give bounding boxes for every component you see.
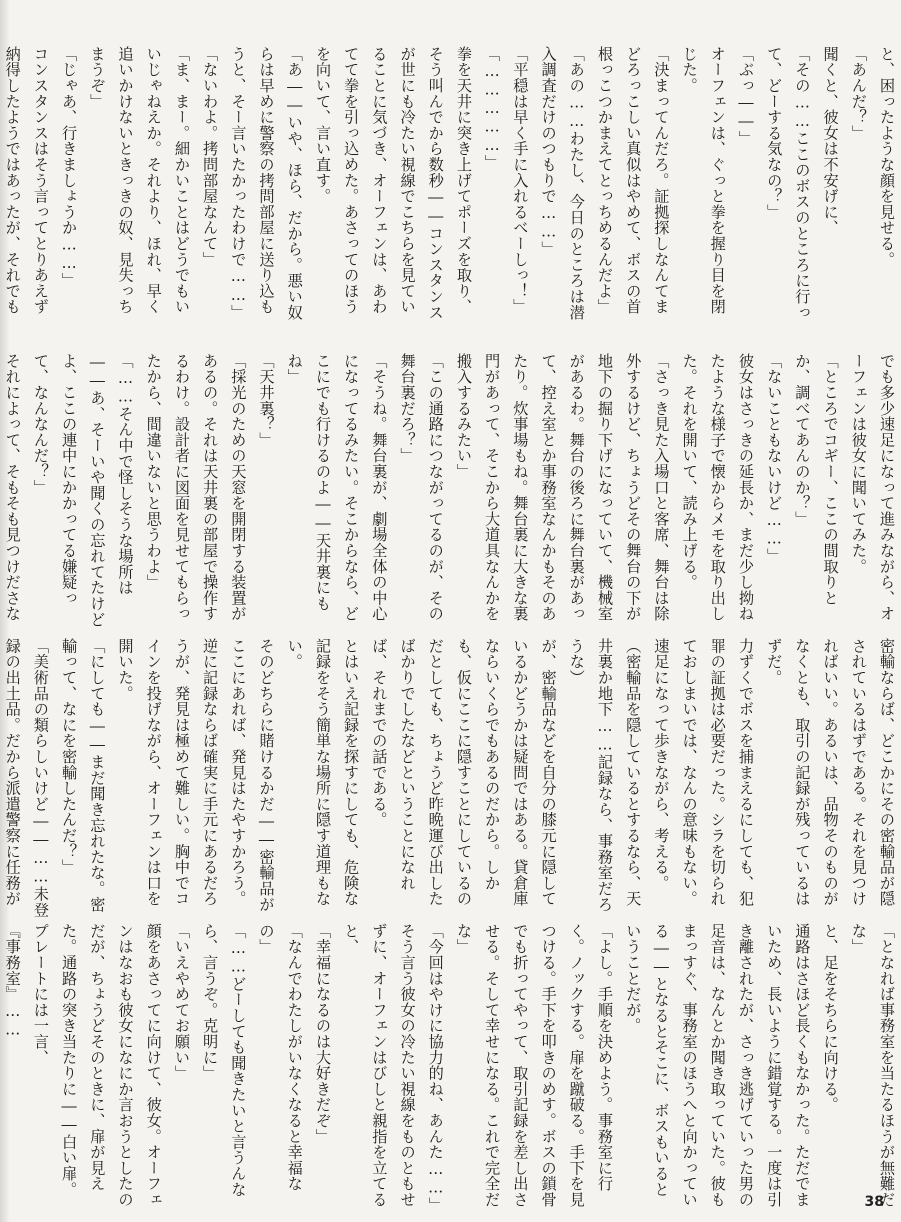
paragraph: 「にしても――まだ聞き忘れたな。密輸って、なにを密輸したんだ？」 — [60, 638, 107, 913]
paragraph: 「幸福になるのは大好きだぞ」 — [313, 923, 332, 1145]
paragraph: 「あ――いや、ほら、だから。悪い奴らは早めに警察の拷問部屋に送り込もうと、そー言いたかったわけで……」 — [229, 46, 304, 321]
paragraph: （密輸品を隠しているとするなら、天井裏か地下……記録なら、事務室だろうな） — [567, 638, 643, 913]
paragraph: そのどちらに賭けるかだ――密輸品がここにあれば、発見はたやすかろう。逆に記録ならば確実に手元にあるだろうが、発見は極めて難しい。胸中でコインを投げながら、オーフェンは口を開いた。 — [116, 638, 276, 913]
paragraph: 「この通路につながってるのが、その舞台裏だろ？」 — [398, 353, 445, 622]
paragraph: 「ま、まー。細かいことはどうでもいいじゃねえか。それより、ほれ、早く追いかけないときっきの奴、見失っちまうぞ」 — [88, 46, 191, 315]
paragraph: 通路はさほど長くもなかった。ただでまいため、長いように錯覚する。一度は引き離されたが、さっき逃げていった男の足音は、なんとか聞き取っていた。彼もまっすぐ、事務室のほうへと向かっている――となるとそこに、ボスもいるということだが。 — [624, 923, 812, 1208]
text-band-2 — [3, 353, 901, 631]
paragraph: 「そうね。舞台裏が、劇場全体の中心になってるみたい。そこからなら、どこにでも行けるのよ――天井裏にもね」 — [285, 353, 389, 622]
paragraph: 「平穏は早く手に入れるべーしっ！」 — [511, 46, 530, 315]
paragraph: 「じゃあ、行きましょうか……」 — [60, 46, 79, 289]
paragraph: 「なんでわたしがいなくなると幸福なの」 — [257, 923, 304, 1192]
paragraph: 力ずくでボスを捕まえるにしても、犯罪の証拠は必要だった。シラを切られておしまいでは、なんの意味もない。 — [680, 638, 755, 907]
paragraph: 「ないこともないけど……」 — [765, 353, 784, 564]
paragraph: 「ところでコギー、ここの間取りとか、調べてあんのか？」 — [793, 353, 840, 606]
paragraph: 「……………」 — [483, 46, 502, 171]
paragraph: 「……どーしても聞きたいと言うんなら、言うぞ。克明に」 — [201, 923, 248, 1198]
paragraph: 「よし。手順を決めよう。事務室に行く。ノックする。扉を蹴破る。手下を見つける。手下を叩きのめす。ボスの鎖骨でも折ってやって、取引記録を差し出させる。そして幸せになる。これで完全だな」 — [454, 923, 614, 1208]
paragraph: でも多少速足になって進みながら、オーフェンは彼女に聞いてみた。 — [849, 353, 896, 622]
paragraph: オーフェンは、ぐっと拳を握り目を閉じた。 — [680, 46, 727, 315]
paragraph: と、足をそちらに向ける。 — [821, 923, 840, 1113]
paragraph: 聞くと、彼女は不安げに、 — [821, 46, 840, 236]
paragraph: 「決まってんだろ。証拠探しなんてまどろっこしい真似はやめて、ボスの首根っこつかまえてとっちめるんだよ」 — [595, 46, 671, 315]
paragraph: 「採光のための天窓を開閉する装置があるの。それは天井裏の部屋で操作するわけ。設計者に図面を見せてもらったから、間違いないと思うわよ」 — [144, 353, 248, 622]
paragraph: そう言う彼女の冷たい視線をものともせずに、オーフェンはびしと親指を立てると、 — [342, 923, 417, 1208]
text-band-3 — [3, 638, 901, 922]
paragraph: 速足になって歩きながら、考える。 — [652, 638, 671, 891]
paragraph: 顔をあさってに向けて、彼女。オーフェンはなおも彼女になにか言おうとしたのだが、ちょうどそのときに、扉が見えた。通路の突き当たりに――白い扉。プレートには一言、 — [31, 923, 163, 1208]
page-number: 38 — [864, 1194, 884, 1210]
paragraph: 「今回はやけに協力的ね、あんた……」 — [426, 923, 445, 1213]
paragraph: と、困ったような顔を見せる。 — [878, 46, 896, 268]
paragraph: それによって、そもそも見つけださな — [3, 353, 22, 622]
paragraph: 「美術品の類らしいけど――……未登録の出土品。だから派遣警察に任務が — [3, 638, 50, 918]
paragraph: 「ぶっ――」 — [736, 46, 755, 147]
paragraph: 「となれば事務室を当たるほうが無難だな」 — [849, 923, 896, 1208]
paragraph: 「いえやめてお願い」 — [172, 923, 191, 1081]
text-band-4 — [3, 923, 901, 1213]
paragraph: 「あんだ？」 — [849, 46, 868, 141]
paragraph: 「天井裏？」 — [257, 353, 276, 448]
paragraph: 「……そん中で怪しそうな場所は――あ、そーいや聞くの忘れてたけどよ、ここの連中にかかってる嫌疑って、なんなんだ？」 — [31, 353, 135, 628]
paragraph: 「さっき見た入場口と客席、舞台は除外するけど、ちょうどその舞台の下が地下の掘り下げになっていて、機械室があるわ。舞台の後ろに舞台裏があって、控え室とか事務室なんかもそのあたり。炊事場もね。舞台裏に大きな裏門があって、そこから大道具なんかを搬入するみたい」 — [454, 353, 671, 622]
paragraph: 「その……ここのボスのところに行って、どーする気なの？」 — [765, 46, 812, 321]
paragraph: 密輸ならば、どこかにその密輸品が隠されているはずである。それを見つければいい。あるいは、品物そのものがなくとも、取引の記録が残っているはずだ。 — [765, 638, 896, 907]
paragraph: 彼女はさっきの延長か、まだ少し拗ねたような様子で懐からメモを取り出した。それを開いて、読み上げる。 — [680, 353, 755, 622]
paragraph: が、密輸品などを自分の膝元に隠しているかどうかは疑問ではある。貸倉庫ならいくらでもあるのだから。しかも、仮にここに隠すことにしているのだとしても、ちょうど昨晩運び出したばかりでしたなどということになれば、それまでの話である。 — [370, 638, 558, 907]
paragraph: 『事務室』…… — [3, 923, 22, 1040]
paragraph: 「ないわよ。拷問部屋なんて」 — [201, 46, 220, 268]
paragraph: コンスタンスはそう言ってとりあえず納得したようではあったが、それでも — [3, 46, 50, 315]
paragraph: 「あの……わたし、今日のところは潜入調査だけのつもりで……」 — [539, 46, 586, 321]
text-band-1 — [3, 46, 901, 330]
paragraph: とはいえ記録を探すにしても、危険な記録をそう簡単な場所に隠す道理もない。 — [285, 638, 361, 907]
paragraph: 拳を天井に突き上げてポーズを取り、そう叫んでから数秒――コンスタンスが世にも冷たい視線でこちらを見ていることに気づき、オーフェンは、あわてて拳を引っ込めた。あさってのほうを向いて、言い直す。 — [313, 46, 473, 321]
